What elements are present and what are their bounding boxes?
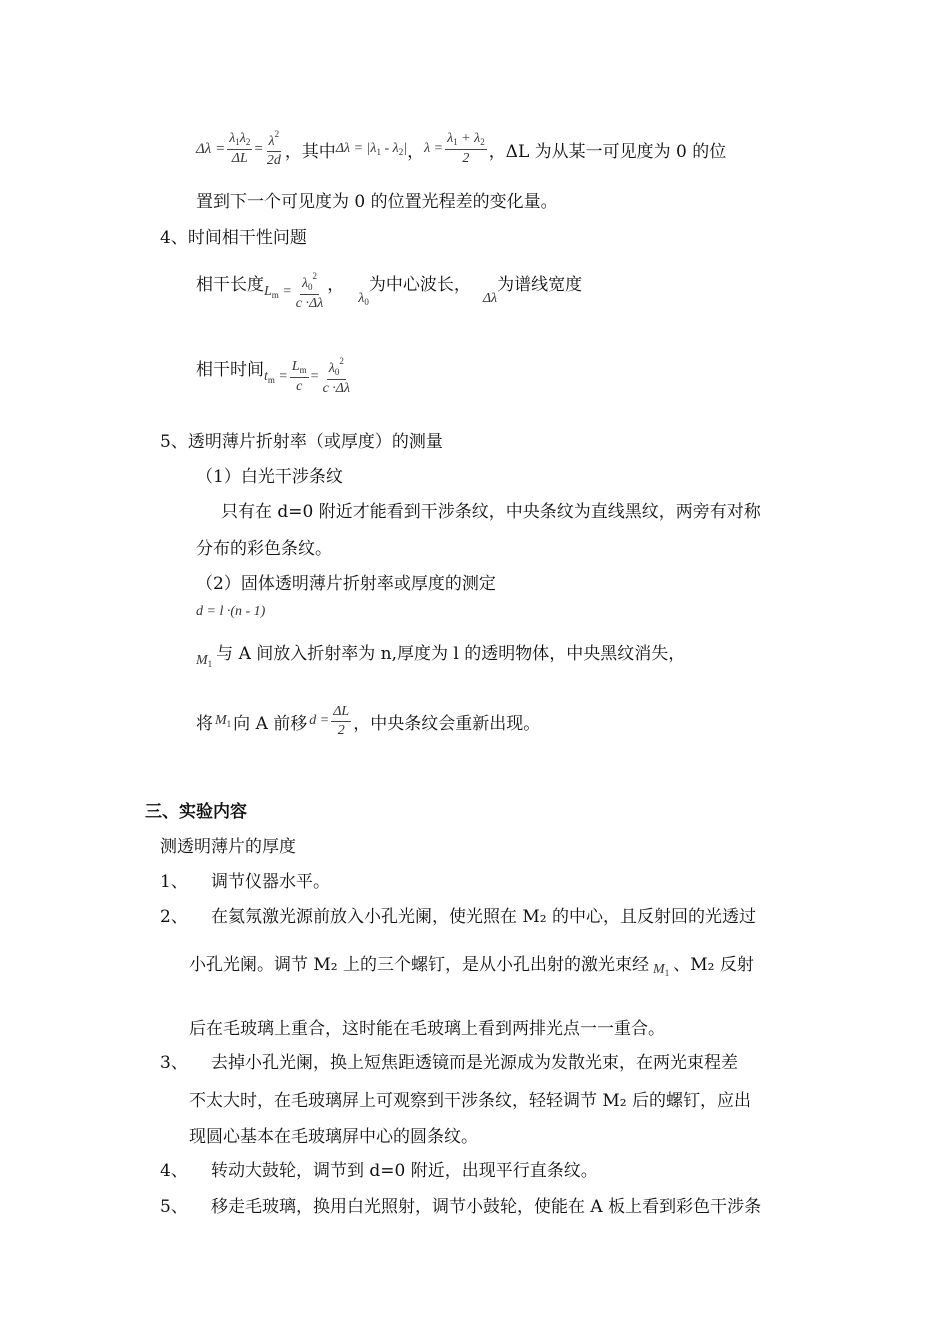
coherence-length-sep: ， [327, 275, 345, 295]
linewidth-text: 为谱线宽度 [497, 275, 583, 295]
formula-dlambda: Δλ [482, 291, 498, 306]
formula-M1: $M_1$ [196, 653, 213, 669]
section5-p2-text: 与 A 间放入折射率为 n,厚度为 l 的透明物体，中央黑纹消失， [216, 644, 686, 664]
coherence-length-label: 相干长度 [196, 275, 264, 295]
formula-d-equals: d = l ·(n - 1) [196, 604, 266, 619]
formula-fraction-l0sq-over-cdl-2: $\frac{\lambda_0^2}{c \cdot\Delta\lambda}$ [322, 356, 351, 397]
coherence-length-line [196, 265, 582, 319]
formula-fraction-avg: $\frac{\lambda_1 + \lambda_2}{2}$ [447, 131, 485, 167]
formula-fraction-Lm-over-c: $\frac{L_m}{c}$ [291, 359, 307, 395]
formula-fraction-dL-over-2: $\frac{\Delta L}{2}$ [333, 704, 350, 738]
formula-lambda0: $\lambda_0$ [358, 291, 369, 307]
step-5-line1: 移走毛玻璃，换用白光照射，调节小鼓轮，使能在 A 板上看到彩色干涉条 [211, 1197, 762, 1217]
step-2-line3: 后在毛玻璃上重合，这时能在毛玻璃上看到两排光点一一重合。 [189, 1019, 665, 1039]
step-2-line2a: 小孔光阑。调节 M₂ 上的三个螺钉，是从小孔出射的激光束经 [189, 955, 650, 975]
section5-sub2: （2）固体透明薄片折射率或厚度的测定 [196, 574, 496, 594]
step-3-line2: 不太大时，在毛玻璃屏上可观察到干涉条纹，轻轻调节 M₂ 后的螺钉，应出 [189, 1091, 752, 1111]
step-1-line1: 调节仪器水平。 [211, 872, 330, 892]
step-3-line3: 现圆心基本在毛玻璃屏中心的圆条纹。 [189, 1127, 478, 1147]
step-4-num: 4、 [160, 1161, 188, 1181]
step-3-line1: 去掉小孔光阑，换上短焦距透镜而是光源成为发散光束，在两光束程差 [211, 1053, 738, 1073]
section5-p3-tail: ，中央条纹会重新出现。 [353, 713, 541, 734]
formula-text-mid: ，其中 [284, 141, 336, 162]
section5-p1-line1: 只有在 d=0 附近才能看到干涉条纹，中央条纹为直线黑纹，两旁有对称 [221, 502, 761, 522]
formula-text-comma: ， [407, 141, 425, 162]
formula-delta-lambda: Δλ = [196, 140, 226, 157]
section5-p3-prefix: 将 [196, 713, 213, 734]
coherence-time-line: 相干时间 $t_m$ = $\frac{L_m}{c}$ = $\frac{\lambda_0^2}{c \cdot\Delta\lambda}$ [196, 356, 351, 397]
formula-fraction-l2-over-2d: $\frac{\lambda^2}{2d}$ [266, 129, 281, 168]
formula-line2: 置到下一个可见度为 0 的位置光程差的变化量。 [196, 192, 558, 212]
step-1-num: 1、 [160, 872, 188, 892]
formula-delta-lambda-line: Δλ = $\frac{\lambda_1\lambda_2}{\Delta L}$ = $\frac{\lambda^2}{2d}$ ，其中 $\Delta\lambda = |\lambda_1 - \lambda_2|$ ， λ = $\frac{\lambda_1 + \lambda_2}{2}$ ，ΔL 为从某一可见度为 0 的位 [196, 129, 727, 168]
step-5-num: 5、 [160, 1197, 188, 1217]
step-4-line1: 转动大鼓轮，调节到 d=0 附近，出现平行直条纹。 [211, 1161, 598, 1181]
step-2-line2 [189, 950, 754, 978]
step-3-num: 3、 [160, 1053, 188, 1073]
center-wavelength-text: 为中心波长， [368, 275, 471, 295]
formula-M1-b: $M_1$ [215, 713, 232, 729]
section5-heading: 5、透明薄片折射率（或厚度）的测量 [160, 432, 443, 452]
formula-delta-lambda-abs: $\Delta\lambda = |\lambda_1 - \lambda_2|$ [335, 141, 408, 157]
step-2-line2b: 、M₂ 反射 [673, 955, 754, 975]
section5-p1-line2: 分布的彩色条纹。 [196, 539, 332, 559]
formula-lambda-avg: λ = [424, 141, 444, 156]
section5-p3-line [196, 696, 540, 746]
step-2-line1: 在氦氖激光源前放入小孔光阑，使光照在 M₂ 的中心，且反射回的光透过 [211, 907, 757, 927]
step-2-num: 2、 [160, 907, 188, 927]
formula-text-tail: ，ΔL 为从某一可见度为 0 的位 [488, 141, 727, 162]
formula-fraction-l1l2-over-dL: $\frac{\lambda_1\lambda_2}{\Delta L}$ [229, 131, 251, 167]
section5-p2-line [196, 639, 685, 669]
section5-p3-mid: 向 A 前移 [233, 713, 308, 734]
formula-fraction-l0sq-over-cdl: $\frac{\lambda_0^2}{c \cdot\Delta\lambda}$ [295, 271, 324, 312]
formula-tm: $t_m$ = [264, 369, 288, 385]
section3-heading: 三、实验内容 [145, 802, 247, 822]
section3-intro: 测透明薄片的厚度 [160, 837, 296, 857]
section5-sub1: （1）白光干涉条纹 [196, 467, 343, 487]
formula-M1-c: $M_1$ [653, 962, 670, 978]
section4-heading: 4、时间相干性问题 [160, 228, 307, 248]
coherence-time-label: 相干时间 [196, 360, 264, 380]
formula-d: d = [309, 713, 330, 728]
formula-Lm: $L_m$ = [264, 284, 292, 300]
